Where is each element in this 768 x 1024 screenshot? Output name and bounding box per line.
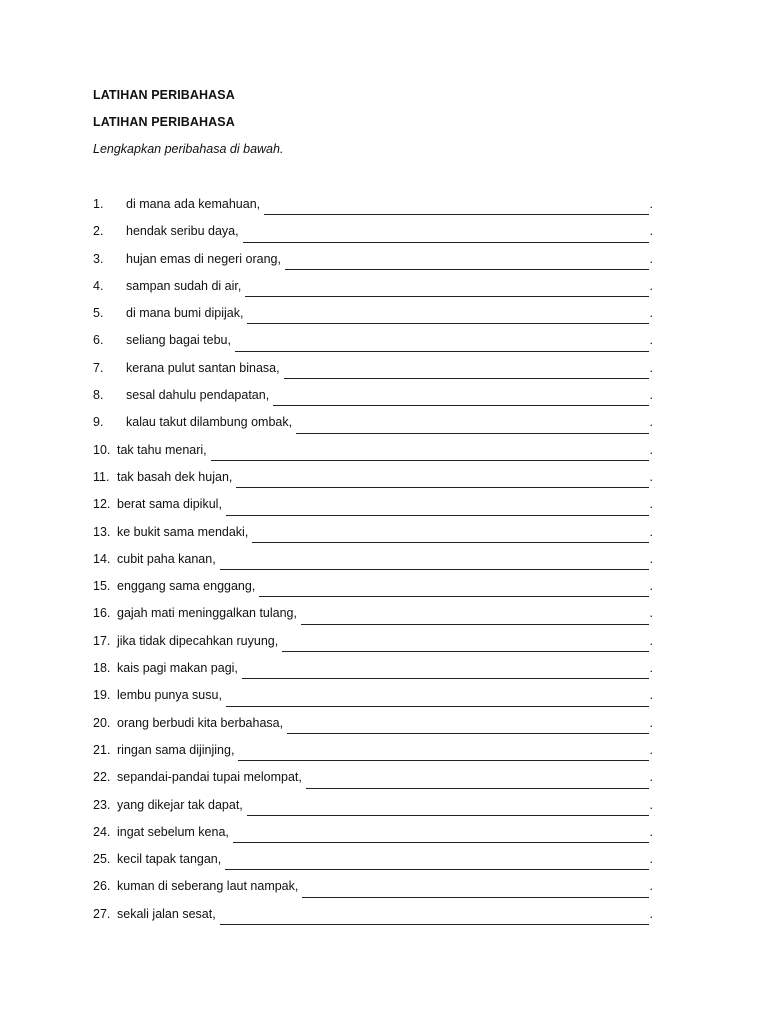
line-end: . (649, 442, 653, 457)
line-end: . (649, 197, 653, 211)
line-end: . (649, 469, 653, 484)
item-number: 17. (93, 633, 111, 648)
item-number: 11. (93, 469, 110, 484)
list-item (93, 716, 653, 743)
item-number: 3. (93, 251, 104, 266)
item-number: 20. (93, 715, 111, 730)
proverb-prompt: enggang sama enggang, (117, 579, 256, 594)
line-end: . (649, 360, 653, 375)
proverb-prompt: jika tidak dipecahkan ruyung, (117, 633, 279, 648)
item-number: 18. (93, 661, 111, 676)
answer-blank[interactable] (252, 541, 648, 543)
answer-blank[interactable] (211, 459, 649, 461)
answer-blank[interactable] (233, 841, 649, 843)
proverb-prompt: orang berbudi kita berbahasa, (117, 715, 284, 730)
line-end: . (649, 770, 653, 785)
proverb-prompt: berat sama dipikul, (117, 497, 222, 512)
line-end: . (649, 906, 653, 921)
proverb-prompt: yang dikejar tak dapat, (117, 797, 243, 812)
proverb-prompt: sekali jalan sesat, (117, 906, 216, 921)
proverb-prompt: cubit paha kanan, (117, 551, 216, 566)
line-end: . (649, 606, 653, 621)
proverb-prompt: hujan emas di negeri orang, (126, 251, 281, 266)
proverb-prompt: seliang bagai tebu, (126, 333, 231, 348)
proverb-prompt: sepandai-pandai tupai melompat, (117, 770, 302, 785)
line-end: . (649, 633, 653, 648)
answer-blank[interactable] (284, 377, 649, 379)
answer-blank[interactable] (225, 868, 648, 870)
item-number: 5. (93, 306, 104, 321)
proverb-prompt: di mana bumi dipijak, (126, 306, 244, 321)
item-number: 10. (93, 442, 111, 457)
line-end: . (649, 551, 653, 566)
list-item (93, 361, 653, 388)
proverb-prompt: lembu punya susu, (117, 688, 222, 703)
list-item (93, 579, 653, 606)
list-item (93, 852, 653, 879)
answer-blank[interactable] (243, 241, 649, 243)
proverb-prompt: ke bukit sama mendaki, (117, 524, 249, 539)
line-end: . (649, 415, 653, 430)
line-end: . (649, 852, 653, 867)
answer-blank[interactable] (285, 268, 649, 270)
item-number: 14. (93, 551, 111, 566)
line-end: . (649, 688, 653, 703)
item-number: 7. (93, 360, 104, 375)
list-item (93, 798, 653, 825)
answer-blank[interactable] (282, 650, 648, 652)
answer-blank[interactable] (306, 787, 649, 789)
proverb-prompt: kecil tapak tangan, (117, 852, 222, 867)
list-item (93, 634, 653, 661)
list-item (93, 825, 653, 852)
answer-blank[interactable] (236, 486, 648, 488)
line-end: . (649, 278, 653, 293)
list-item (93, 661, 653, 688)
proverb-prompt: hendak seribu daya, (126, 224, 239, 239)
list-item (93, 279, 653, 306)
line-end: . (649, 715, 653, 730)
list-item (93, 606, 653, 633)
answer-blank[interactable] (245, 295, 648, 297)
item-number: 25. (93, 852, 111, 867)
list-item (93, 415, 653, 442)
item-number: 26. (93, 879, 111, 894)
item-number: 16. (93, 606, 111, 621)
line-end: . (649, 306, 653, 321)
line-end: . (649, 333, 653, 348)
line-end: . (649, 797, 653, 812)
item-number: 22. (93, 770, 111, 785)
list-item (93, 224, 653, 251)
line-end: . (649, 388, 653, 403)
list-item (93, 197, 653, 224)
proverb-prompt: kais pagi makan pagi, (117, 661, 238, 676)
proverb-prompt: sesal dahulu pendapatan, (126, 388, 270, 403)
instruction-text: Lengkapkan peribahasa di bawah. (93, 142, 284, 156)
line-end: . (649, 579, 653, 594)
answer-blank[interactable] (247, 814, 649, 816)
proverb-prompt: kalau takut dilambung ombak, (126, 415, 293, 430)
item-number: 4. (93, 278, 104, 293)
list-item (93, 770, 653, 797)
worksheet-title: LATIHAN PERIBAHASA (93, 88, 235, 102)
list-item (93, 470, 653, 497)
answer-blank[interactable] (220, 923, 649, 925)
list-item (93, 443, 653, 470)
answer-blank[interactable] (259, 595, 648, 597)
list-item (93, 743, 653, 770)
item-number: 19. (93, 688, 111, 703)
answer-blank[interactable] (273, 404, 648, 406)
proverb-prompt: ingat sebelum kena, (117, 824, 229, 839)
list-item (93, 552, 653, 579)
line-end: . (649, 224, 653, 239)
item-number: 13. (93, 524, 111, 539)
item-number: 9. (93, 415, 104, 430)
item-number: 23. (93, 797, 111, 812)
list-item (93, 306, 653, 333)
line-end: . (649, 824, 653, 839)
answer-blank[interactable] (226, 705, 649, 707)
proverb-prompt: di mana ada kemahuan, (126, 197, 261, 211)
proverb-prompt: sampan sudah di air, (126, 278, 242, 293)
item-number: 12. (93, 497, 111, 512)
proverb-list (93, 197, 653, 934)
list-item (93, 907, 653, 934)
proverb-prompt: kerana pulut santan binasa, (126, 360, 280, 375)
answer-blank[interactable] (226, 514, 649, 516)
proverb-prompt: tak tahu menari, (117, 442, 207, 457)
answer-blank[interactable] (235, 350, 649, 352)
line-end: . (649, 251, 653, 266)
item-number: 6. (93, 333, 104, 348)
list-item (93, 688, 653, 715)
line-end: . (649, 742, 653, 757)
list-item (93, 525, 653, 552)
list-item (93, 252, 653, 279)
worksheet-title-repeat: LATIHAN PERIBAHASA (93, 115, 235, 129)
item-number: 24. (93, 824, 111, 839)
answer-blank[interactable] (296, 432, 648, 434)
line-end: . (649, 497, 653, 512)
answer-blank[interactable] (220, 568, 649, 570)
answer-blank[interactable] (301, 623, 649, 625)
line-end: . (649, 524, 653, 539)
item-number: 27. (93, 906, 111, 921)
proverb-prompt: gajah mati meninggalkan tulang, (117, 606, 297, 621)
list-item (93, 333, 653, 360)
list-item (93, 879, 653, 906)
answer-blank[interactable] (247, 322, 648, 324)
answer-blank[interactable] (287, 732, 648, 734)
item-number: 2. (93, 224, 104, 239)
answer-blank[interactable] (264, 213, 648, 215)
item-number: 21. (93, 742, 111, 757)
answer-blank[interactable] (242, 677, 649, 679)
proverb-prompt: tak basah dek hujan, (117, 469, 233, 484)
list-item (93, 388, 653, 415)
answer-blank[interactable] (302, 896, 648, 898)
line-end: . (649, 879, 653, 894)
answer-blank[interactable] (238, 759, 648, 761)
item-number: 1. (93, 197, 104, 211)
line-end: . (649, 661, 653, 676)
list-item (93, 497, 653, 524)
proverb-prompt: ringan sama dijinjing, (117, 742, 235, 757)
item-number: 15. (93, 579, 111, 594)
item-number: 8. (93, 388, 104, 403)
proverb-prompt: kuman di seberang laut nampak, (117, 879, 299, 894)
